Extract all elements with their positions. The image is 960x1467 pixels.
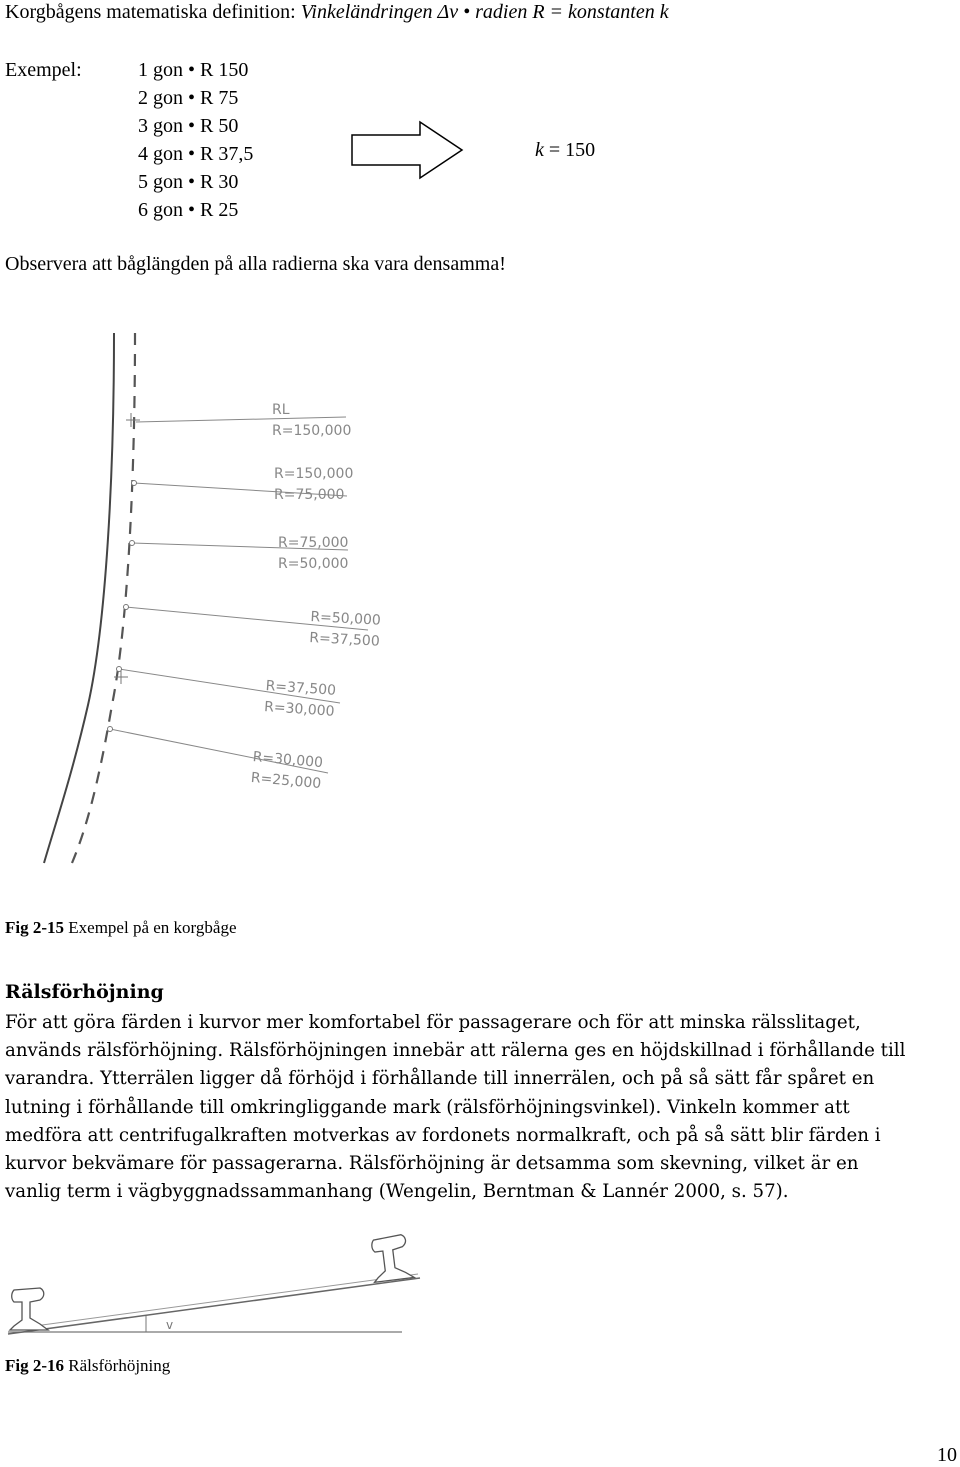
radius-label: R=75,000 [278, 535, 349, 551]
radius-label: R=30,000 [263, 698, 336, 720]
example-list [138, 56, 253, 224]
radius-label: R=150,000 [274, 466, 354, 482]
radius-label: R=25,000 [250, 769, 322, 793]
example-row: 1 gon • R 150 [138, 59, 249, 81]
radius-label: R=37,500 [265, 678, 337, 699]
caption-number: Fig 2-15 [5, 918, 65, 937]
definition-line [5, 0, 669, 24]
result-value: = 150 [543, 139, 596, 161]
example-label: Exempel: [5, 59, 82, 81]
arrow-right-icon [350, 120, 466, 180]
body-paragraph [5, 1009, 957, 1206]
angle-label: v [166, 1318, 174, 1332]
radius-label-group [264, 678, 337, 720]
radius-label-group [278, 535, 348, 572]
paragraph-line: För att göra färden i kurvor mer komfortabel för passagerare och för att minska rälsslitaget, [5, 1012, 861, 1033]
paragraph-line: lutning i förhållande till omkringliggande mark (rälsförhöjningsvinkel). Vinkeln kommer att [5, 1096, 850, 1118]
figure-caption [5, 1356, 170, 1376]
radius-label: R=50,000 [310, 609, 382, 629]
figure-caption [5, 918, 237, 938]
paragraph-line: kurvor bekvämare för passagerarna. Rälsförhöjning är detsamma som skevning, vilket är en [5, 1153, 859, 1175]
rail-profile-right [369, 1234, 414, 1283]
observe-note: Observera att båglängden på alla radierna ska vara densamma! [5, 253, 506, 275]
radius-label: R=30,000 [252, 749, 324, 772]
radius-label: R=50,000 [278, 556, 349, 572]
radius-label-group [309, 609, 381, 650]
caption-text: Rälsförhöjning [64, 1356, 171, 1375]
definition-formula: Vinkeländringen Δv • radien R = konstanten k [300, 1, 669, 23]
radius-label-group [272, 402, 351, 439]
radius-label-group [250, 749, 323, 792]
example-row: 3 gon • R 50 [138, 115, 239, 137]
compound-curve-figure [0, 325, 480, 870]
radius-label: R=150,000 [272, 423, 352, 439]
paragraph-line: varandra. Ytterrälen ligger då förhöjd i förhållande till innerrälen, och på så sätt får spåret en [5, 1068, 875, 1090]
example-row: 6 gon • R 25 [138, 199, 239, 221]
section-heading: Rälsförhöjning [5, 981, 164, 1003]
caption-text: Exempel på en korgbåge [64, 918, 237, 937]
radius-label: R=37,500 [308, 629, 381, 650]
radius-label: RL [272, 402, 290, 418]
result-variable: k [535, 139, 544, 161]
example-result [535, 138, 595, 162]
example-row: 2 gon • R 75 [138, 87, 239, 109]
radius-label-group [274, 466, 353, 503]
paragraph-line: används rälsförhöjning. Rälsförhöjningen innebär att rälerna ges en höjdskillnad i förhållande till [5, 1040, 906, 1062]
caption-number: Fig 2-16 [5, 1356, 65, 1375]
page-number: 10 [937, 1444, 957, 1466]
paragraph-line: vanlig term i vägbyggnadssammanhang (Wengelin, Berntman & Lannér 2000, s. 57). [5, 1181, 789, 1203]
example-row: 5 gon • R 30 [138, 171, 239, 193]
radius-label: R=75,000 [274, 487, 345, 503]
paragraph-line: medföra att centrifugalkraften motverkas av fordonets normalkraft, och på så sätt blir färden i [5, 1124, 881, 1146]
rail-profile-left [10, 1288, 48, 1330]
definition-prefix: Korgbågens matematiska definition: [5, 1, 301, 23]
example-row: 4 gon • R 37,5 [138, 143, 254, 165]
cant-figure [0, 1230, 430, 1340]
